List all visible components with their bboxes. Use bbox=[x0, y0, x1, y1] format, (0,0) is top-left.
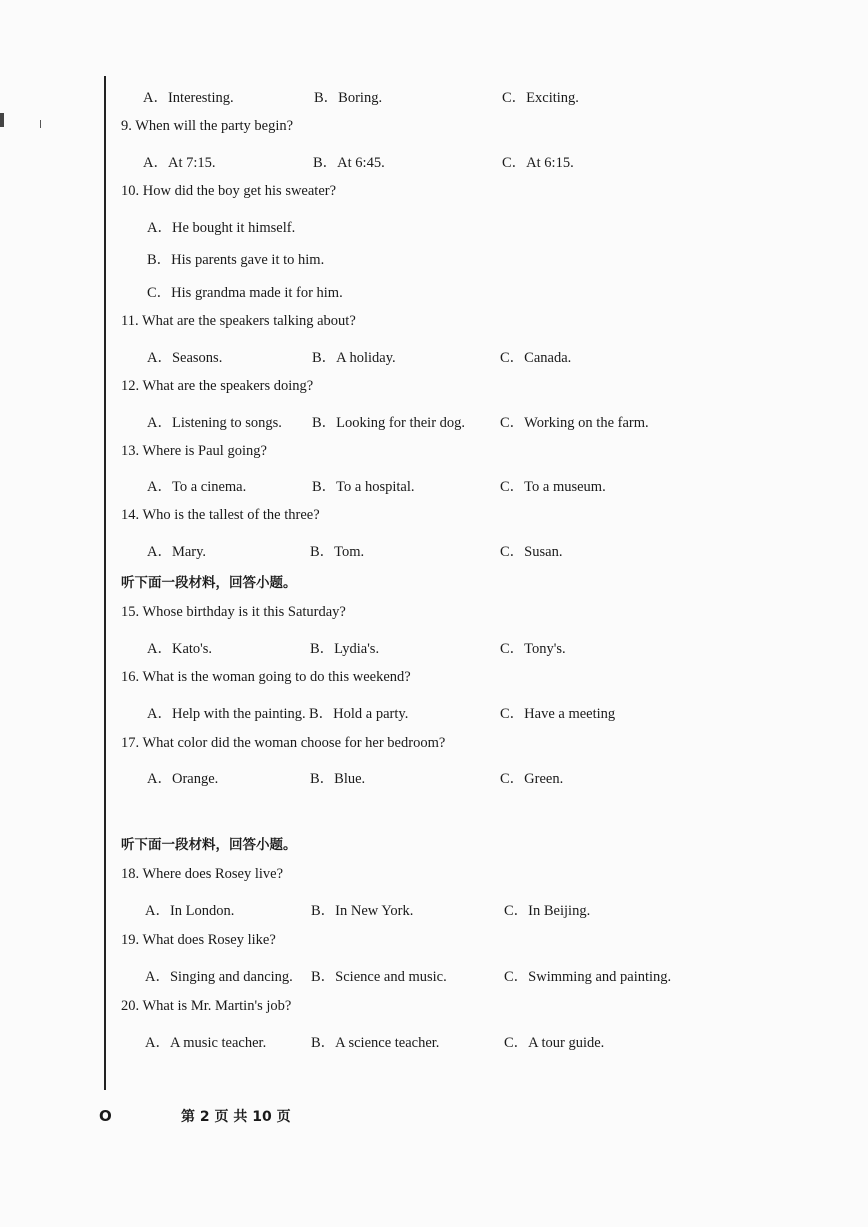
q13-option-b: B．To a hospital. bbox=[312, 479, 415, 495]
question-17: 17. What color did the woman choose for her bedroom? bbox=[121, 735, 446, 751]
q17-option-b: B．Blue. bbox=[310, 771, 366, 787]
q19-option-b: B．Science and music. bbox=[311, 969, 447, 985]
q12-option-b: B．Looking for their dog. bbox=[312, 415, 466, 431]
question-20: 20. What is Mr. Martin's job? bbox=[121, 998, 292, 1014]
q16-option-c: C．Have a meeting bbox=[500, 706, 616, 722]
footer-circle-mark: O bbox=[99, 1107, 112, 1125]
q19-option-c: C．Swimming and painting. bbox=[504, 969, 672, 985]
q10-option-c: C．His grandma made it for him. bbox=[147, 285, 343, 301]
question-12: 12. What are the speakers doing? bbox=[121, 378, 314, 394]
binding-margin-line bbox=[104, 76, 106, 1090]
q20-option-c: C．A tour guide. bbox=[504, 1035, 605, 1051]
question-18: 18. Where does Rosey live? bbox=[121, 866, 284, 882]
question-13: 13. Where is Paul going? bbox=[121, 443, 267, 459]
question-15: 15. Whose birthday is it this Saturday? bbox=[121, 604, 346, 620]
question-11: 11. What are the speakers talking about? bbox=[121, 313, 356, 329]
q18-option-a: A．In London. bbox=[145, 903, 235, 919]
section-heading: 听下面一段材料，回答小题。 bbox=[121, 837, 297, 853]
q17-option-a: A．Orange. bbox=[147, 771, 219, 787]
q11-option-a: A．Seasons. bbox=[147, 350, 223, 366]
q12-option-c: C．Working on the farm. bbox=[500, 415, 649, 431]
q19-option-a: A．Singing and dancing. bbox=[145, 969, 293, 985]
q13-option-c: C．To a museum. bbox=[500, 479, 606, 495]
q20-option-b: B．A science teacher. bbox=[311, 1035, 440, 1051]
q9-option-a: A．At 7:15. bbox=[143, 155, 216, 171]
q17-option-c: C．Green. bbox=[500, 771, 564, 787]
question-16: 16. What is the woman going to do this weekend? bbox=[121, 669, 411, 685]
q20-option-a: A．A music teacher. bbox=[145, 1035, 267, 1051]
q10-option-b: B．His parents gave it to him. bbox=[147, 252, 325, 268]
q15-option-b: B．Lydia's. bbox=[310, 641, 380, 657]
margin-mark bbox=[0, 113, 4, 127]
q14-option-c: C．Susan. bbox=[500, 544, 563, 560]
question-14: 14. Who is the tallest of the three? bbox=[121, 507, 320, 523]
question-9: 9. When will the party begin? bbox=[121, 118, 294, 134]
q14-option-a: A．Mary. bbox=[147, 544, 207, 560]
q12-option-a: A．Listening to songs. bbox=[147, 415, 282, 431]
q11-option-c: C．Canada. bbox=[500, 350, 572, 366]
question-19: 19. What does Rosey like? bbox=[121, 932, 276, 948]
q9-option-b: B．At 6:45. bbox=[313, 155, 385, 171]
q13-option-a: A．To a cinema. bbox=[147, 479, 247, 495]
q16-option-a: A．Help with the painting. bbox=[147, 706, 306, 722]
q8-option-a: A．Interesting. bbox=[143, 90, 234, 106]
q11-option-b: B．A holiday. bbox=[312, 350, 396, 366]
q18-option-c: C．In Beijing. bbox=[504, 903, 591, 919]
q9-option-c: C．At 6:15. bbox=[502, 155, 574, 171]
page-number: 第 2 页 共 10 页 bbox=[181, 1109, 291, 1125]
q8-option-c: C．Exciting. bbox=[502, 90, 579, 106]
q16-option-b: B．Hold a party. bbox=[309, 706, 409, 722]
q15-option-a: A．Kato's. bbox=[147, 641, 213, 657]
section-heading: 听下面一段材料，回答小题。 bbox=[121, 575, 297, 591]
q18-option-b: B．In New York. bbox=[311, 903, 414, 919]
q14-option-b: B．Tom. bbox=[310, 544, 365, 560]
q10-option-a: A．He bought it himself. bbox=[147, 220, 296, 236]
margin-tick bbox=[40, 120, 41, 128]
q15-option-c: C．Tony's. bbox=[500, 641, 566, 657]
question-10: 10. How did the boy get his sweater? bbox=[121, 183, 337, 199]
q8-option-b: B．Boring. bbox=[314, 90, 383, 106]
